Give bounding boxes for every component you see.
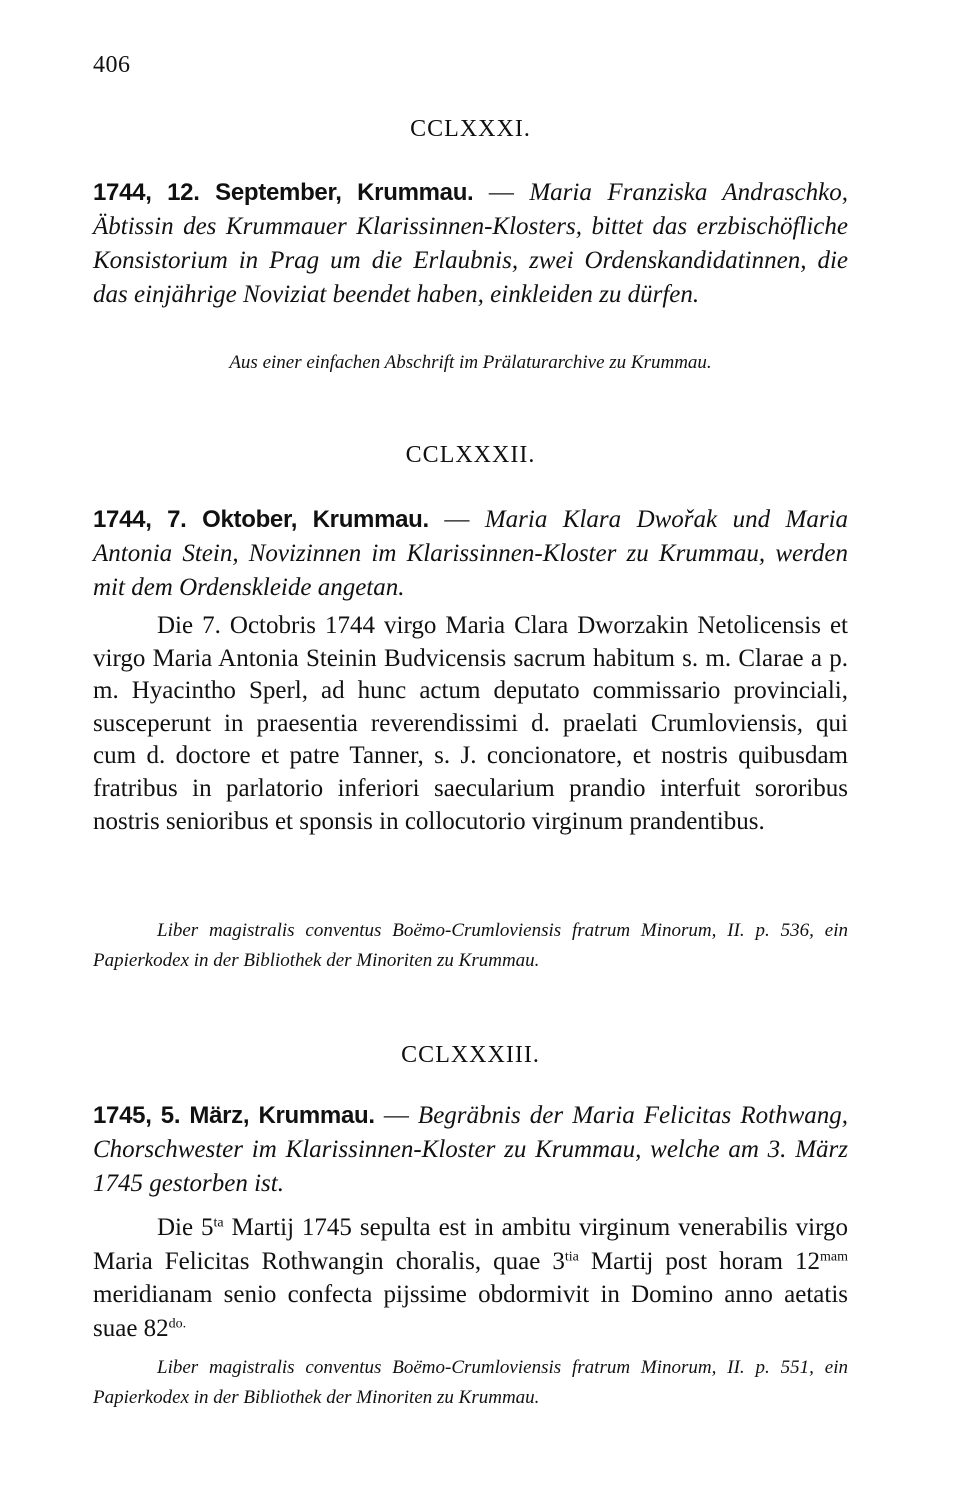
document-regest: 1744, 7. Oktober, Krummau. — Maria Klara Dwořak und Maria Antonia Stein, Novizinnen im Klarissinnen-Kloster zu Krummau, werden mit dem Ordenskleide angetan. [93, 506, 849, 601]
document-number: CCLXXXIII. [401, 1042, 540, 1068]
document-summary: Maria Klara Dwořak und Maria Antonia Stein, Novizinnen im Klarissinnen-Kloster zu Krummau, werden mit dem Ordenskleide angetan. [93, 506, 849, 601]
document-number: CCLXXXI. [410, 116, 531, 142]
document-date: 1744, 7. Oktober, Krummau. [93, 506, 429, 533]
document-summary: Begräbnis der Maria Felicitas Rothwang, Chorschwester im Klarissinnen-Kloster zu Krummau, welche am 3. März 1745 gestorben ist. [93, 1102, 848, 1197]
superscript: tia [564, 1249, 579, 1265]
text-part: Martij 1745 sepulta est in ambitu virginum venerabilis virgo Maria Felicitas Rothwangin choralis, quae 3 [93, 1214, 848, 1275]
document-date: 1744, 12. September, Krummau. [93, 179, 474, 206]
text-part: Martij post horam 12 [578, 1247, 820, 1275]
page-number: 406 [93, 52, 131, 78]
document-source: Aus einer einfachen Abschrift im Prälaturarchive zu Krummau. [229, 352, 712, 373]
document-text [93, 1211, 848, 1345]
superscript: do. [168, 1316, 187, 1332]
text-part: meridianam senio confecta pijssime obdormivit in Domino anno aetatis suae 82 [93, 1281, 848, 1342]
superscript: ta [213, 1215, 224, 1231]
document-source: Liber magistralis conventus Boëmo-Crumloviensis fratrum Minorum, II. p. 536, ein Papierkodex in der Bibliothek der Minoriten zu Krummau. [93, 920, 848, 971]
document-regest: 1744, 12. September, Krummau. — Maria Franziska Andraschko, Äbtissin des Krummauer Klarissinnen-Klosters, bittet das erzbischöfliche Konsistorium in Prag um die Erlaubnis, zwei Ordenskandidatinnen, die das einjährige Noviziat beendet haben, einkleiden zu dürfen. [93, 179, 848, 308]
text-part: Die 5 [157, 1214, 214, 1241]
document-number: CCLXXXII. [405, 442, 536, 468]
document-summary: Maria Franziska Andraschko, Äbtissin des Krummauer Klarissinnen-Klosters, bittet das erzbischöfliche Konsistorium in Prag um die Erlaubnis, zwei Ordenskandidatinnen, die das einjährige Noviziat beendet haben, einkleiden zu dürfen. [93, 179, 848, 308]
superscript: mam [820, 1249, 848, 1265]
document-source: Liber magistralis conventus Boëmo-Crumloviensis fratrum Minorum, II. p. 551, ein Papierkodex in der Bibliothek der Minoriten zu Krummau. [93, 1357, 848, 1408]
document-regest: 1745, 5. März, Krummau. — Begräbnis der Maria Felicitas Rothwang, Chorschwester im Klarissinnen-Kloster zu Krummau, welche am 3. März 1745 gestorben ist. [93, 1102, 848, 1197]
document-date: 1745, 5. März, Krummau. [93, 1102, 375, 1129]
document-text: Die 7. Octobris 1744 virgo Maria Clara Dworzakin Netolicensis et virgo Maria Antonia Steinin Budvicensis sacrum habitum s. m. Clarae a p. m. Hyacintho Sperl, ad hunc actum deputato commissario provinciali, susceperunt in praesentia reverendissimi d. praelati Crumloviensis, qui cum d. doctore et patre Tanner, s. J. concionatore, et nostris quibusdam fratribus in parlatorio inferiori saecularium prandio interfuit sororibus nostris senioribus et sponsis in collocutorio virginum prandentibus. [93, 612, 848, 835]
